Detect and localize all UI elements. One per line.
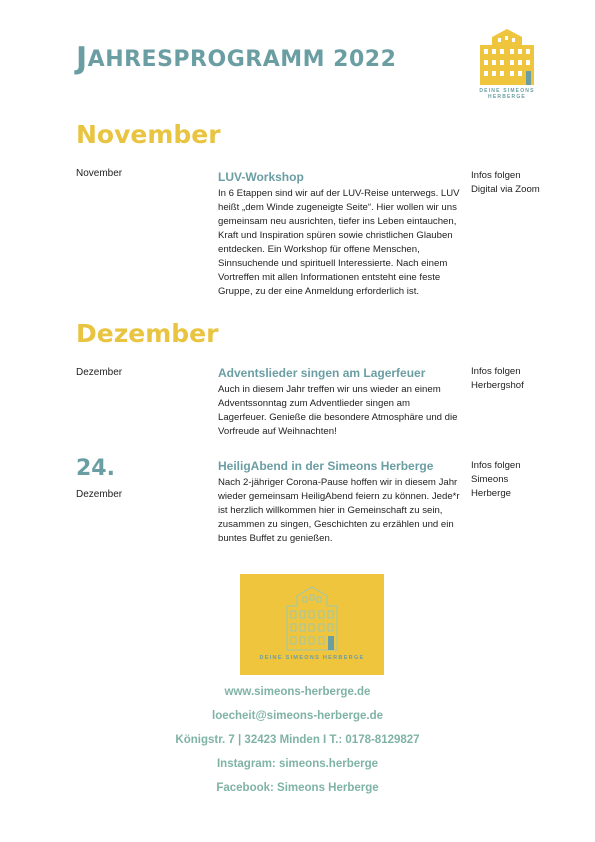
house-logo-icon <box>468 27 546 87</box>
event-date: Dezember <box>76 367 123 378</box>
event-adventslieder <box>218 366 460 439</box>
event-info-line: Infos folgen <box>471 170 521 181</box>
event-title: HeiligAbend in der Simeons Herberge <box>218 459 434 473</box>
instagram-text: Instagram: simeons.herberge <box>216 758 379 770</box>
page-title-initial: J <box>76 41 88 76</box>
email-link[interactable]: loecheit@simeons-herberge.de <box>212 710 383 722</box>
event-info <box>471 169 581 197</box>
footer-logo-caption: DEINE SIMEONS HERBERGE <box>259 655 365 661</box>
header-logo-caption: DEINE SIMEONS HERBERGE <box>479 88 535 100</box>
event-date: November <box>76 168 123 179</box>
website-link[interactable]: www.simeons-herberge.de <box>224 686 371 698</box>
address-text: Königstr. 7 | 32423 Minden I T.: 0178-8129827 <box>175 734 420 746</box>
event-description: Auch in diesem Jahr treffen wir uns wieder an einem Adventssonntag zum Adventlieder singen am Lagerfeuer. Genieße die besondere Atmosphäre und die Vorfreude auf Weihnachten! <box>218 384 458 437</box>
house-outline-icon <box>283 584 341 652</box>
event-date-day: 24. <box>76 456 115 481</box>
event-description: In 6 Etappen sind wir auf der LUV-Reise unterwegs. LUV heißt „dem Winde zugeneigte Seite“. Hier wollen wir uns gemeinsam neu ausrichten, tiefer ins Leben eintauchen, Kraft und Inspiration spüren sowie christlichen Glauben entdecken. Ein Workshop für offene Menschen, Sinnsuchende und spirituell Interessierte. Nach einem Vortreffen mit allen Informationen entsteht eine feste Gruppe, zu der eine Anmeldung erforderlich ist. <box>218 188 460 297</box>
footer-contacts <box>0 684 595 804</box>
event-info-line: Herberge <box>471 488 511 499</box>
header-logo <box>468 27 546 100</box>
event-luv-workshop <box>218 170 460 299</box>
event-title: LUV-Workshop <box>218 170 304 184</box>
event-title: Adventslieder singen am Lagerfeuer <box>218 366 426 380</box>
event-info-line: Infos folgen <box>471 460 521 471</box>
event-info <box>471 459 581 501</box>
event-info <box>471 365 581 393</box>
event-info-line: Herbergshof <box>471 380 524 391</box>
page-title-rest: AHRESPROGRAMM 2022 <box>87 47 397 72</box>
event-date: Dezember <box>76 489 123 500</box>
month-heading-november: November <box>76 120 221 149</box>
event-info-line: Infos folgen <box>471 366 521 377</box>
month-heading-dezember: Dezember <box>76 319 219 348</box>
page-title <box>76 41 397 76</box>
facebook-text: Facebook: Simeons Herberge <box>216 782 379 794</box>
event-info-line: Simeons <box>471 474 509 485</box>
footer-logo <box>240 574 384 675</box>
event-heiligabend <box>218 459 460 546</box>
event-description: Nach 2-jähriger Corona-Pause hoffen wir in diesem Jahr wieder gemeinsam HeiligAbend feiern zu können. Jede*r ist herzlich willkommen hier in Gemeinschaft zu sein, zusammen zu singen, Geschichten zu erzählen und ein buntes Buffet zu genießen. <box>218 477 460 544</box>
event-info-line: Digital via Zoom <box>471 184 540 195</box>
